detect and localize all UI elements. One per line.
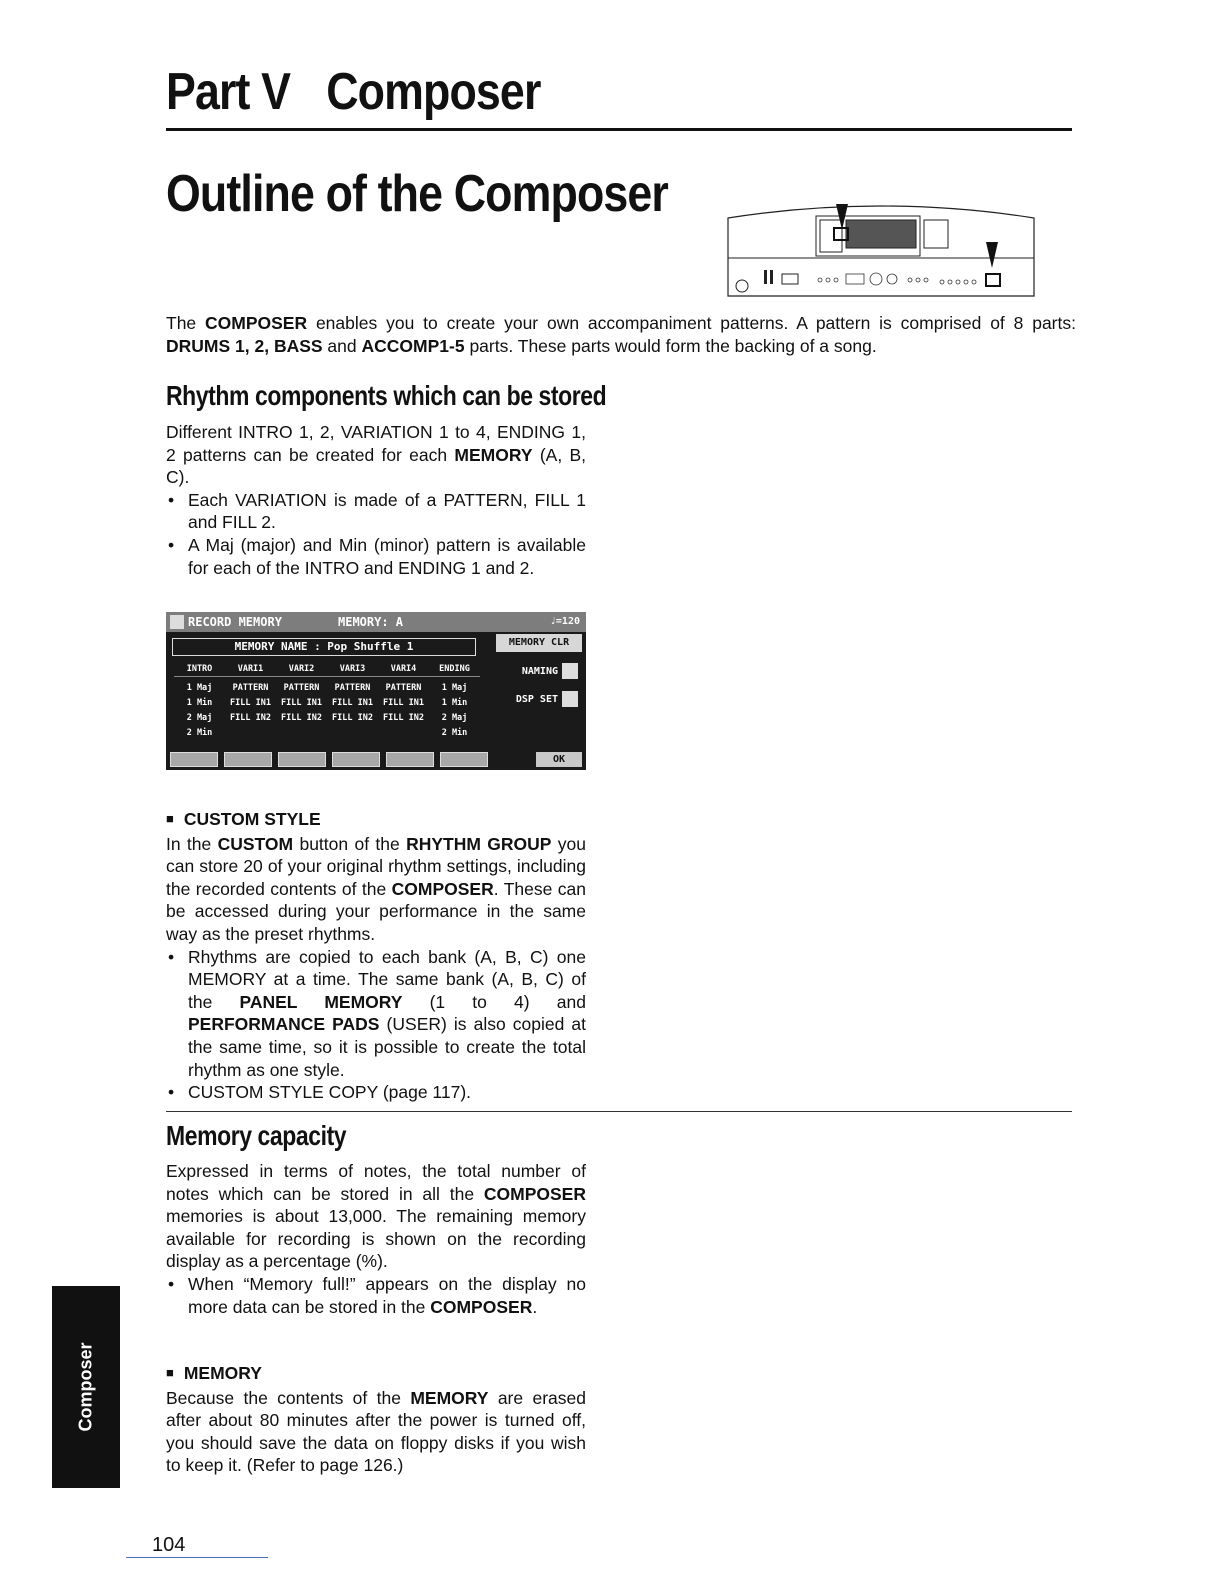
lcd-memory: MEMORY: A	[338, 615, 404, 629]
naming-button[interactable]	[496, 666, 582, 677]
chapter-side-tab[interactable]	[52, 1286, 120, 1488]
lcd-cell[interactable]: 2 Maj	[441, 713, 468, 723]
custom-style-heading: ■ CUSTOM STYLE	[166, 808, 586, 833]
memory-name-field[interactable]: MEMORY NAME : Pop Shuffle 1	[172, 638, 476, 656]
lcd-pattern-grid	[174, 662, 480, 741]
lcd-header-row	[174, 662, 480, 677]
memory-clr-button[interactable]: MEMORY CLR	[496, 634, 582, 652]
lcd-column-header: VARI1	[237, 664, 264, 674]
record-icon	[170, 615, 184, 629]
part-title	[166, 62, 540, 122]
lcd-cell[interactable]: 1 Min	[441, 698, 468, 708]
lcd-row	[174, 696, 480, 711]
bullet-rhythms-copied: • Rhythms are copied to each bank (A, B, C) one MEMORY at a time. The same bank (A, B, C) of the PANEL MEMORY (1 to 4) and PERFORMANCE PADS (USER) is also copied at the same time, so it is possible to create the total rhythm as one style.	[166, 946, 586, 1082]
naming-icon	[562, 663, 578, 679]
lcd-cell	[225, 726, 276, 741]
soft-button[interactable]	[224, 752, 272, 767]
memory-section	[166, 1362, 586, 1477]
lcd-row	[174, 681, 480, 696]
soft-button[interactable]	[332, 752, 380, 767]
page-number: 104	[152, 1534, 186, 1556]
memory-paragraph: Because the contents of the MEMORY are erased after about 80 minutes after the power is turned off, you should save the data on floppy disks if you wish to keep it. (Refer to page 126.)	[166, 1387, 586, 1476]
section-divider	[166, 1111, 1072, 1112]
dsp-set-icon	[562, 691, 578, 707]
intro-paragraph: The COMPOSER enables you to create your own accompaniment patterns. A pattern is comprised of 8 parts: DRUMS 1, 2, BASS and ACCOMP1-5 parts. These parts would form the backing of a song.	[166, 313, 1076, 356]
lcd-cell[interactable]: FILL IN1	[230, 698, 271, 708]
lcd-cell[interactable]: 2 Min	[441, 728, 468, 738]
lcd-cell[interactable]: PATTERN	[232, 683, 269, 693]
lcd-title: RECORD MEMORY	[188, 615, 282, 629]
section-heading-memory-capacity: Memory capacity	[166, 1120, 347, 1151]
lcd-cell[interactable]: PATTERN	[385, 683, 422, 693]
bullet-variation: • Each VARIATION is made of a PATTERN, FILL 1 and FILL 2.	[166, 489, 586, 534]
lcd-tempo: ♩=120	[549, 616, 580, 627]
soft-button[interactable]	[386, 752, 434, 767]
lcd-cell[interactable]: FILL IN1	[281, 698, 322, 708]
dsp-set-button[interactable]	[496, 694, 582, 705]
memory-capacity-paragraph: Expressed in terms of notes, the total number of notes which can be stored in all the COMPOSER memories is about 13,000. The remaining memory available for recording is shown on the recording display as a percentage (%).	[166, 1161, 586, 1272]
lcd-cell[interactable]: 2 Maj	[186, 713, 213, 723]
rhythm-components-text	[166, 421, 586, 579]
soft-button[interactable]	[278, 752, 326, 767]
custom-style-paragraph: In the CUSTOM button of the RHYTHM GROUP you can store 20 of your original rhythm settings, including the recorded contents of the COMPOSER. These can be accessed during your performance in the same way as the preset rhythms.	[166, 833, 587, 944]
lcd-column-header: VARI2	[288, 664, 315, 674]
lcd-cell[interactable]: PATTERN	[283, 683, 320, 693]
ok-button[interactable]: OK	[536, 752, 582, 767]
lcd-cell[interactable]: 2 Min	[186, 728, 213, 738]
lcd-cell[interactable]: 1 Min	[186, 698, 213, 708]
part-label: Part V	[166, 63, 291, 121]
lcd-column-header: INTRO	[186, 664, 213, 674]
lcd-cell[interactable]: PATTERN	[334, 683, 371, 693]
lcd-column-header: ENDING	[439, 664, 470, 674]
custom-style-section	[166, 808, 586, 1104]
lcd-soft-buttons	[170, 752, 488, 767]
memory-heading: ■ MEMORY	[166, 1362, 586, 1387]
page-number-rule	[126, 1557, 268, 1558]
lcd-column-header: VARI3	[339, 664, 366, 674]
lcd-row	[174, 726, 480, 741]
bullet-custom-style-copy: • CUSTOM STYLE COPY (page 117).	[166, 1081, 586, 1104]
soft-button[interactable]	[440, 752, 488, 767]
memory-capacity-text	[166, 1160, 586, 1318]
rhythm-components-paragraph: Different INTRO 1, 2, VARIATION 1 to 4, ENDING 1, 2 patterns can be created for each MEMORY (A, B, C).	[166, 422, 587, 488]
dsp-set-label: DSP SET	[515, 694, 558, 705]
header-rule	[166, 128, 1072, 131]
lcd-cell[interactable]: FILL IN1	[383, 698, 424, 708]
side-tab-label: Composer	[75, 1342, 96, 1432]
lcd-cell	[276, 726, 327, 741]
lcd-cell	[327, 726, 378, 741]
lcd-cell[interactable]: FILL IN1	[332, 698, 373, 708]
lcd-cell[interactable]: 1 Maj	[186, 683, 213, 693]
part-name: Composer	[326, 63, 541, 121]
naming-label: NAMING	[521, 666, 558, 677]
lcd-cell[interactable]: FILL IN2	[230, 713, 271, 723]
lcd-row	[174, 711, 480, 726]
lcd-cell[interactable]: FILL IN2	[332, 713, 373, 723]
lcd-cell[interactable]: FILL IN2	[383, 713, 424, 723]
lcd-title-bar	[166, 612, 586, 632]
page-title: Outline of the Composer	[166, 165, 668, 223]
soft-button[interactable]	[170, 752, 218, 767]
lcd-cell	[378, 726, 429, 741]
lcd-column-header: VARI4	[390, 664, 417, 674]
bullet-memory-full: • When “Memory full!” appears on the display no more data can be stored in the COMPOSER.	[166, 1273, 586, 1318]
record-memory-display	[166, 612, 586, 770]
keyboard-panel-illustration	[724, 202, 1038, 302]
lcd-cell[interactable]: 1 Maj	[441, 683, 468, 693]
lcd-cell[interactable]: FILL IN2	[281, 713, 322, 723]
bullet-maj-min: • A Maj (major) and Min (minor) pattern is available for each of the INTRO and ENDING 1 and 2.	[166, 534, 586, 579]
section-heading-rhythm-components: Rhythm components which can be stored	[166, 380, 607, 411]
